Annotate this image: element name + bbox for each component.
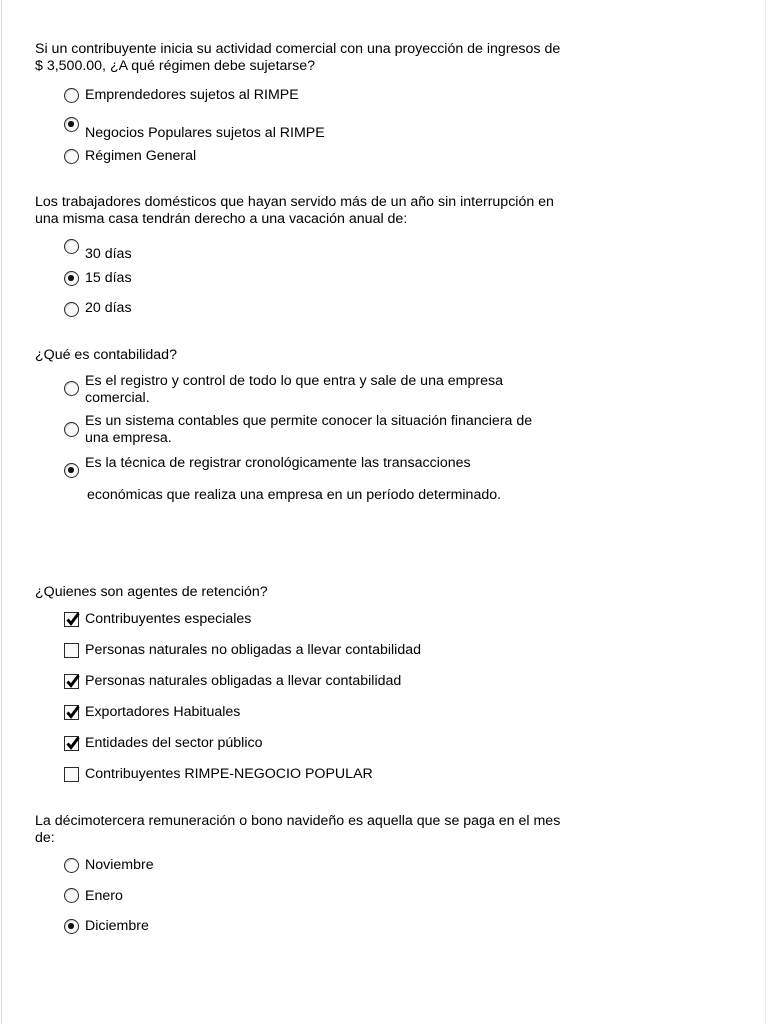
q2-option-3[interactable]	[64, 300, 555, 317]
option-label: Personas naturales obligadas a llevar contabilidad	[85, 673, 402, 689]
q4-option-6[interactable]	[64, 766, 555, 783]
q4-option-2[interactable]	[64, 642, 555, 659]
option-label: 20 días	[85, 300, 132, 316]
option-label: Personas naturales no obligadas a llevar contabilidad	[85, 642, 421, 658]
q5-option-3[interactable]	[64, 918, 555, 935]
option-label: Diciembre	[85, 918, 149, 934]
option-label: Entidades del sector público	[85, 735, 263, 751]
radio-button-selected[interactable]	[64, 463, 79, 478]
radio-button-selected[interactable]	[64, 919, 79, 934]
option-label: Es un sistema contables que permite conocer la situación financiera de una empresa.	[85, 413, 533, 446]
radio-button[interactable]	[64, 149, 79, 164]
q4-option-1[interactable]	[64, 611, 555, 628]
radio-button[interactable]	[64, 88, 79, 103]
option-label: Es la técnica de registrar cronológicamente las transacciones	[85, 455, 471, 471]
q1-option-2[interactable]	[64, 117, 555, 142]
radio-button[interactable]	[64, 239, 79, 254]
option-label: Negocios Populares sujetos al RIMPE	[85, 125, 325, 141]
q3-option-2[interactable]	[64, 413, 555, 446]
checkbox[interactable]	[64, 643, 79, 658]
question-5-text: La décimotercera remuneración o bono navideño es aquella que se paga en el mes de:	[35, 813, 561, 846]
q3-option-1[interactable]	[64, 373, 555, 406]
checkbox-checked[interactable]	[64, 736, 79, 751]
radio-button[interactable]	[64, 888, 79, 903]
q4-option-4[interactable]	[64, 704, 555, 721]
q5-option-2[interactable]	[64, 888, 555, 905]
radio-button[interactable]	[64, 381, 79, 396]
check-icon	[65, 673, 81, 689]
q4-option-5[interactable]	[64, 735, 555, 752]
checkbox[interactable]	[64, 767, 79, 782]
q1-option-3[interactable]	[64, 148, 555, 165]
question-4-text: ¿Quienes son agentes de retención?	[35, 584, 268, 600]
radio-button-selected[interactable]	[64, 271, 79, 286]
option-label-continued: económicas que realiza una empresa en un período determinado.	[87, 487, 502, 503]
option-label: Emprendedores sujetos al RIMPE	[85, 87, 299, 103]
option-label: Exportadores Habituales	[85, 704, 241, 720]
option-label: Enero	[85, 888, 123, 904]
option-label: Noviembre	[85, 857, 154, 873]
radio-button-selected[interactable]	[64, 117, 79, 132]
question-1-text: Si un contribuyente inicia su actividad comercial con una proyección de ingresos de $ 3,500.00, ¿A qué régimen debe sujetarse?	[35, 41, 561, 74]
option-label: Régimen General	[85, 148, 197, 164]
option-label: Contribuyentes RIMPE-NEGOCIO POPULAR	[85, 766, 373, 782]
check-icon	[65, 611, 81, 627]
check-icon	[65, 735, 81, 751]
check-icon	[65, 704, 81, 720]
q2-option-2[interactable]	[64, 270, 555, 287]
radio-button[interactable]	[64, 302, 79, 317]
radio-button[interactable]	[64, 858, 79, 873]
checkbox-checked[interactable]	[64, 612, 79, 627]
option-label: Contribuyentes especiales	[85, 611, 252, 627]
quiz-page	[1, 0, 766, 1024]
q1-option-1[interactable]	[64, 87, 555, 104]
question-3-text: ¿Qué es contabilidad?	[35, 347, 177, 363]
option-label: 15 días	[85, 270, 132, 286]
checkbox-checked[interactable]	[64, 674, 79, 689]
question-2-text: Los trabajadores domésticos que hayan servido más de un año sin interrupción en una misma casa tendrán derecho a una vacación anual de:	[35, 194, 554, 227]
radio-button[interactable]	[64, 422, 79, 437]
q4-option-3[interactable]	[64, 673, 555, 690]
q2-option-1[interactable]	[64, 239, 555, 263]
option-label: Es el registro y control de todo lo que entra y sale de una empresa comercial.	[85, 373, 503, 406]
option-label: 30 días	[85, 246, 132, 262]
q5-option-1[interactable]	[64, 857, 555, 874]
q3-option-3[interactable]	[64, 455, 555, 478]
checkbox-checked[interactable]	[64, 705, 79, 720]
